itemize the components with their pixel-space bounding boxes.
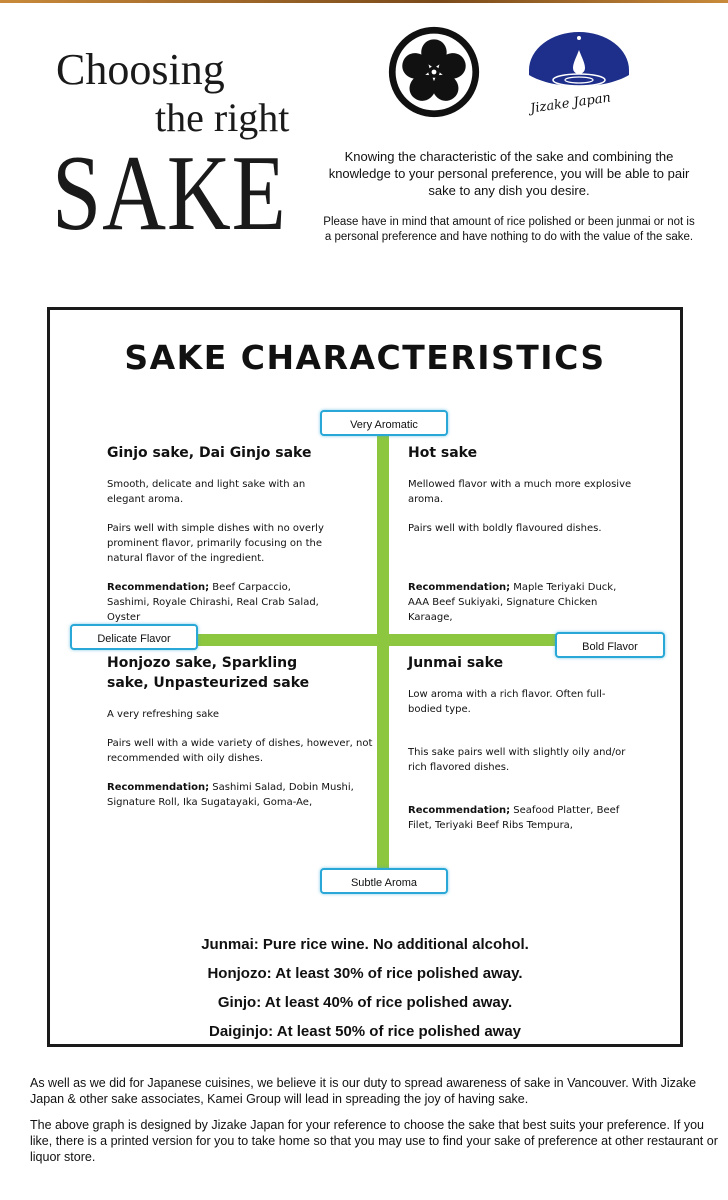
recommendation-text: Sashimi Salad, Dobin Mushi, Signature Roll, Ika Sugatayaki, Goma-Ae,	[107, 782, 354, 808]
axis-label-delicate-flavor: Delicate Flavor	[70, 624, 198, 650]
quadrant-pairing: Pairs well with a wide variety of dishes, however, not recommended with oily dishes.	[107, 738, 373, 764]
recommendation-label: Recommendation;	[408, 805, 511, 816]
title-line-sake: SAKE	[52, 134, 287, 253]
sake-characteristics-chart	[47, 307, 683, 1047]
quadrant-heading: Ginjo sake, Dai Ginjo sake	[107, 445, 312, 461]
quadrant-recommendation	[408, 803, 638, 833]
recommendation-text: Seafood Platter, Beef Filet, Teriyaki Beef Ribs Tempura,	[408, 805, 620, 831]
recommendation-text: Beef Carpaccio, Sashimi, Royale Chirashi, Real Crab Salad, Oyster	[107, 582, 319, 623]
outro-paragraph-2: The above graph is designed by Jizake Japan for your reference to choose the sake that best suits your preference. If you like, there is a printed version for you to take home so that you may use to find your sake of preference at other restaurant or liquor store.	[30, 1118, 718, 1164]
intro-text	[320, 148, 698, 261]
definition-honjozo: Honjozo: At least 30% of rice polished away.	[207, 965, 523, 982]
quadrant-heading: Honjozo sake, Sparkling sake, Unpasteurized sake	[107, 655, 310, 691]
title-line-the-right: the right	[155, 95, 290, 140]
quadrant-pairing: Pairs well with simple dishes with no overly prominent flavor, primarily focusing on the natural flavor of the ingredient.	[107, 523, 324, 564]
top-accent-bar	[0, 0, 728, 3]
quadrant-recommendation	[107, 780, 377, 810]
quadrant-recommendation	[107, 580, 327, 625]
recommendation-label: Recommendation;	[408, 582, 511, 593]
recommendation-label: Recommendation;	[107, 582, 210, 593]
intro-paragraph-1: Knowing the characteristic of the sake and combining the knowledge to your personal preference, you will be able to pair sake to any dish you desire.	[328, 149, 690, 198]
jizake-japan-logo	[524, 30, 634, 125]
jizake-japan-logo-text: Jizake Japan	[529, 90, 612, 117]
definition-junmai: Junmai: Pure rice wine. No additional alcohol.	[201, 936, 529, 953]
quadrant-heading: Junmai sake	[408, 655, 504, 671]
kamei-family-crest-icon	[386, 24, 482, 120]
axis-label-subtle-aroma: Subtle Aroma	[320, 868, 448, 894]
quadrant-pairing: This sake pairs well with slightly oily and/or rich flavored dishes.	[408, 747, 626, 773]
quadrant-description: Smooth, delicate and light sake with an elegant aroma.	[107, 479, 306, 505]
quadrant-description: Mellowed flavor with a much more explosive aroma.	[408, 479, 632, 505]
title-line-choosing: Choosing	[56, 45, 225, 94]
sake-definitions	[50, 930, 680, 1046]
recommendation-text: Maple Teriyaki Duck, AAA Beef Sukiyaki, Signature Chicken Karaage,	[408, 582, 617, 623]
intro-paragraph-2: Please have in mind that amount of rice polished or been junmai or not is a personal preference and have nothing to do with the value of the sake.	[323, 216, 695, 243]
quadrant-description: A very refreshing sake	[107, 709, 220, 720]
quadrant-pairing: Pairs well with boldly flavoured dishes.	[408, 523, 602, 534]
outro-text	[30, 1075, 720, 1175]
recommendation-label: Recommendation;	[107, 782, 210, 793]
quadrant-junmai	[408, 653, 638, 847]
quadrant-ginjo	[107, 443, 327, 639]
definition-daiginjo: Daiginjo: At least 50% of rice polished away	[208, 1023, 522, 1040]
axis-label-bold-flavor: Bold Flavor	[555, 632, 665, 658]
quadrant-honjozo	[107, 653, 377, 824]
vertical-axis	[377, 435, 389, 870]
axis-label-very-aromatic: Very Aromatic	[320, 410, 448, 436]
quadrant-recommendation	[408, 580, 638, 625]
outro-paragraph-1: As well as we did for Japanese cuisines, we believe it is our duty to spread awareness of sake in Vancouver. With Jizake Japan & other sake associates, Kamei Group will lead in spreading the joy of having sake.	[30, 1076, 697, 1106]
quadrant-heading: Hot sake	[408, 445, 478, 461]
definition-ginjo: Ginjo: At least 40% of rice polished away.	[217, 994, 513, 1011]
quadrant-hot-sake	[408, 443, 638, 639]
quadrant-description: Low aroma with a rich flavor. Often full-bodied type.	[408, 689, 606, 715]
chart-title: SAKE CHARACTERISTICS	[124, 338, 606, 377]
